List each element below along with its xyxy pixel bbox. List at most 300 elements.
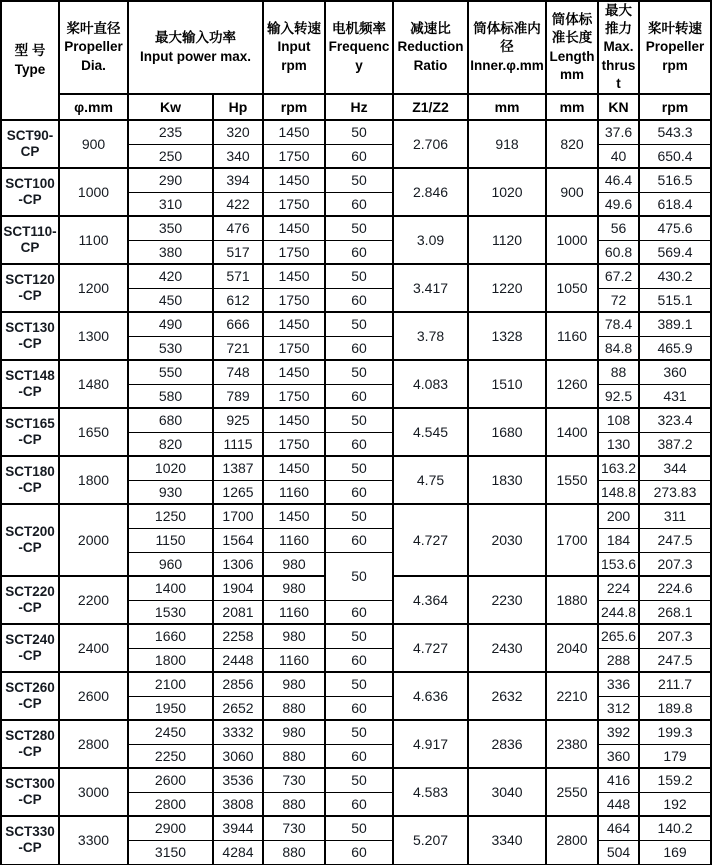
hp-cell: 721 [213, 336, 263, 360]
frequency-cell: 50 [325, 768, 393, 792]
hp-cell: 1700 [213, 504, 263, 528]
input-rpm-cell: 1450 [263, 408, 325, 432]
col-header-type-zh: 型 号 [14, 43, 46, 59]
hp-cell: 517 [213, 240, 263, 264]
inner-dia-cell: 1510 [468, 360, 546, 408]
kw-cell: 1660 [128, 624, 213, 648]
hp-cell: 3332 [213, 720, 263, 744]
table-row [1, 360, 711, 384]
propeller-rpm-cell: 192 [639, 792, 711, 816]
unit-dia: φ.mm [59, 94, 128, 120]
input-rpm-cell: 1160 [263, 528, 325, 552]
kw-cell: 530 [128, 336, 213, 360]
propeller-rpm-cell: 515.1 [639, 288, 711, 312]
col-header-max-thrust-zh: 最大推力 [605, 3, 633, 37]
frequency-cell: 60 [325, 192, 393, 216]
inner-dia-cell: 3040 [468, 768, 546, 816]
input-rpm-cell: 1450 [263, 504, 325, 528]
col-header-propeller-rpm-zh: 桨叶转速 [648, 21, 703, 37]
model-cell: SCT260-CP [1, 672, 59, 720]
hp-cell: 422 [213, 192, 263, 216]
input-rpm-cell: 1450 [263, 360, 325, 384]
propeller-rpm-cell: 247.5 [639, 648, 711, 672]
reduction-ratio-cell: 4.75 [393, 456, 468, 504]
length-cell: 1700 [546, 504, 598, 576]
length-cell: 1880 [546, 576, 598, 624]
thrust-cell: 46.4 [598, 168, 639, 192]
propeller-rpm-cell: 247.5 [639, 528, 711, 552]
input-rpm-cell: 880 [263, 696, 325, 720]
col-header-length [546, 1, 598, 94]
hp-cell: 3808 [213, 792, 263, 816]
hp-cell: 1115 [213, 432, 263, 456]
input-rpm-cell: 1750 [263, 288, 325, 312]
length-cell: 2210 [546, 672, 598, 720]
table-row [1, 408, 711, 432]
propeller-dia-cell: 2800 [59, 720, 128, 768]
thrust-cell: 148.8 [598, 480, 639, 504]
col-header-frequency [325, 1, 393, 94]
propeller-rpm-cell: 224.6 [639, 576, 711, 600]
length-cell: 2550 [546, 768, 598, 816]
col-header-input-power [128, 1, 263, 94]
input-rpm-cell: 980 [263, 624, 325, 648]
kw-cell: 820 [128, 432, 213, 456]
spec-table-body [1, 120, 711, 864]
input-rpm-cell: 1450 [263, 456, 325, 480]
kw-cell: 680 [128, 408, 213, 432]
propeller-dia-cell: 1480 [59, 360, 128, 408]
table-row [1, 456, 711, 480]
input-rpm-cell: 1750 [263, 384, 325, 408]
input-rpm-cell: 980 [263, 576, 325, 600]
thrust-cell: 37.6 [598, 120, 639, 144]
hp-cell: 2652 [213, 696, 263, 720]
hp-cell: 1564 [213, 528, 263, 552]
header-row-units [1, 94, 711, 120]
thrust-cell: 504 [598, 840, 639, 864]
hp-cell: 476 [213, 216, 263, 240]
propeller-dia-cell: 1800 [59, 456, 128, 504]
propeller-dia-cell: 2200 [59, 576, 128, 624]
frequency-cell: 50 [325, 216, 393, 240]
col-header-frequency-en: Frequency [328, 39, 390, 73]
unit-thrust: KN [598, 94, 639, 120]
hp-cell: 3944 [213, 816, 263, 840]
thrust-cell: 244.8 [598, 600, 639, 624]
hp-cell: 1904 [213, 576, 263, 600]
inner-dia-cell: 1328 [468, 312, 546, 360]
input-rpm-cell: 1450 [263, 168, 325, 192]
frequency-cell: 60 [325, 840, 393, 864]
propeller-rpm-cell: 323.4 [639, 408, 711, 432]
frequency-cell: 50 [325, 672, 393, 696]
propeller-rpm-cell: 475.6 [639, 216, 711, 240]
input-rpm-cell: 1750 [263, 336, 325, 360]
inner-dia-cell: 2230 [468, 576, 546, 624]
propeller-dia-cell: 2600 [59, 672, 128, 720]
col-header-input-rpm [263, 1, 325, 94]
frequency-cell: 50 [325, 720, 393, 744]
model-cell: SCT200-CP [1, 504, 59, 576]
kw-cell: 2250 [128, 744, 213, 768]
propeller-rpm-cell: 189.8 [639, 696, 711, 720]
kw-cell: 290 [128, 168, 213, 192]
propeller-rpm-cell: 618.4 [639, 192, 711, 216]
propeller-rpm-cell: 169 [639, 840, 711, 864]
propeller-rpm-cell: 179 [639, 744, 711, 768]
reduction-ratio-cell: 4.917 [393, 720, 468, 768]
inner-dia-cell: 2030 [468, 504, 546, 576]
kw-cell: 1800 [128, 648, 213, 672]
table-row [1, 672, 711, 696]
hp-cell: 666 [213, 312, 263, 336]
thrust-cell: 130 [598, 432, 639, 456]
table-row [1, 168, 711, 192]
frequency-cell: 50 [325, 120, 393, 144]
model-cell: SCT330-CP [1, 816, 59, 864]
hp-cell: 748 [213, 360, 263, 384]
input-rpm-cell: 1450 [263, 312, 325, 336]
table-row [1, 264, 711, 288]
kw-cell: 3150 [128, 840, 213, 864]
kw-cell: 310 [128, 192, 213, 216]
propeller-rpm-cell: 311 [639, 504, 711, 528]
propeller-rpm-cell: 569.4 [639, 240, 711, 264]
frequency-cell: 60 [325, 288, 393, 312]
table-row [1, 216, 711, 240]
kw-cell: 1150 [128, 528, 213, 552]
hp-cell: 4284 [213, 840, 263, 864]
col-header-input-rpm-en: Input rpm [277, 39, 311, 73]
col-header-reduction-ratio [393, 1, 468, 94]
thrust-cell: 60.8 [598, 240, 639, 264]
propeller-rpm-cell: 199.3 [639, 720, 711, 744]
input-rpm-cell: 880 [263, 744, 325, 768]
frequency-cell: 60 [325, 648, 393, 672]
model-cell: SCT120-CP [1, 264, 59, 312]
input-rpm-cell: 880 [263, 792, 325, 816]
kw-cell: 550 [128, 360, 213, 384]
kw-cell: 1400 [128, 576, 213, 600]
hp-cell: 925 [213, 408, 263, 432]
propeller-dia-cell: 1300 [59, 312, 128, 360]
reduction-ratio-cell: 3.09 [393, 216, 468, 264]
hp-cell: 2081 [213, 600, 263, 624]
model-cell: SCT280-CP [1, 720, 59, 768]
table-row [1, 504, 711, 528]
hp-cell: 340 [213, 144, 263, 168]
input-rpm-cell: 730 [263, 816, 325, 840]
propeller-dia-cell: 3300 [59, 816, 128, 864]
kw-cell: 2900 [128, 816, 213, 840]
kw-cell: 580 [128, 384, 213, 408]
frequency-cell: 60 [325, 432, 393, 456]
inner-dia-cell: 2632 [468, 672, 546, 720]
thrust-cell: 40 [598, 144, 639, 168]
unit-ratio: Z1/Z2 [393, 94, 468, 120]
propeller-rpm-cell: 389.1 [639, 312, 711, 336]
propeller-rpm-cell: 344 [639, 456, 711, 480]
unit-input-rpm: rpm [263, 94, 325, 120]
col-header-propeller-rpm-en: Propeller rpm [645, 39, 705, 73]
unit-length: mm [546, 94, 598, 120]
frequency-cell: 60 [325, 528, 393, 552]
model-cell: SCT165-CP [1, 408, 59, 456]
col-header-reduction-ratio-en: Reduction Ratio [397, 39, 464, 73]
thrust-cell: 224 [598, 576, 639, 600]
frequency-cell: 60 [325, 384, 393, 408]
inner-dia-cell: 1830 [468, 456, 546, 504]
frequency-cell: 60 [325, 144, 393, 168]
thrust-cell: 200 [598, 504, 639, 528]
reduction-ratio-cell: 2.706 [393, 120, 468, 168]
unit-propeller-rpm: rpm [639, 94, 711, 120]
thrust-cell: 108 [598, 408, 639, 432]
input-rpm-cell: 1160 [263, 648, 325, 672]
reduction-ratio-cell: 5.207 [393, 816, 468, 864]
thrust-cell: 336 [598, 672, 639, 696]
length-cell: 1550 [546, 456, 598, 504]
header-row-main [1, 1, 711, 94]
model-cell: SCT180-CP [1, 456, 59, 504]
kw-cell: 1530 [128, 600, 213, 624]
input-rpm-cell: 1160 [263, 480, 325, 504]
propeller-rpm-cell: 207.3 [639, 552, 711, 576]
inner-dia-cell: 1020 [468, 168, 546, 216]
length-cell: 1400 [546, 408, 598, 456]
reduction-ratio-cell: 4.583 [393, 768, 468, 816]
kw-cell: 450 [128, 288, 213, 312]
inner-dia-cell: 2836 [468, 720, 546, 768]
input-rpm-cell: 1750 [263, 144, 325, 168]
propeller-dia-cell: 1650 [59, 408, 128, 456]
reduction-ratio-cell: 3.78 [393, 312, 468, 360]
frequency-cell: 50 [325, 312, 393, 336]
inner-dia-cell: 1680 [468, 408, 546, 456]
propeller-rpm-cell: 159.2 [639, 768, 711, 792]
kw-cell: 380 [128, 240, 213, 264]
thrust-cell: 464 [598, 816, 639, 840]
model-cell: SCT240-CP [1, 624, 59, 672]
kw-cell: 235 [128, 120, 213, 144]
kw-cell: 2600 [128, 768, 213, 792]
table-row [1, 312, 711, 336]
propeller-dia-cell: 1000 [59, 168, 128, 216]
frequency-cell: 60 [325, 480, 393, 504]
reduction-ratio-cell: 4.364 [393, 576, 468, 624]
propeller-rpm-cell: 543.3 [639, 120, 711, 144]
hp-cell: 789 [213, 384, 263, 408]
table-row [1, 120, 711, 144]
input-rpm-cell: 980 [263, 672, 325, 696]
input-rpm-cell: 980 [263, 720, 325, 744]
hp-cell: 2258 [213, 624, 263, 648]
thrust-cell: 288 [598, 648, 639, 672]
kw-cell: 2800 [128, 792, 213, 816]
kw-cell: 1950 [128, 696, 213, 720]
frequency-cell: 50 [325, 816, 393, 840]
thrust-cell: 78.4 [598, 312, 639, 336]
unit-hp: Hp [213, 94, 263, 120]
kw-cell: 350 [128, 216, 213, 240]
frequency-cell: 50 [325, 504, 393, 528]
frequency-cell: 50 [325, 624, 393, 648]
frequency-cell: 50 [325, 456, 393, 480]
frequency-cell: 50 [325, 408, 393, 432]
thrust-cell: 360 [598, 744, 639, 768]
model-cell: SCT110-CP [1, 216, 59, 264]
thrust-cell: 392 [598, 720, 639, 744]
table-row [1, 768, 711, 792]
input-rpm-cell: 980 [263, 552, 325, 576]
propeller-rpm-cell: 207.3 [639, 624, 711, 648]
reduction-ratio-cell: 4.727 [393, 624, 468, 672]
propeller-rpm-cell: 516.5 [639, 168, 711, 192]
propeller-rpm-cell: 211.7 [639, 672, 711, 696]
col-header-max-thrust [598, 1, 639, 94]
frequency-cell: 50 [325, 264, 393, 288]
input-rpm-cell: 730 [263, 768, 325, 792]
col-header-length-en: Length mm [549, 48, 595, 82]
hp-cell: 1265 [213, 480, 263, 504]
hp-cell: 571 [213, 264, 263, 288]
table-header [1, 1, 711, 120]
reduction-ratio-cell: 4.727 [393, 504, 468, 576]
col-header-propeller-dia [59, 1, 128, 94]
unit-frequency: Hz [325, 94, 393, 120]
col-header-input-power-en: Input power max. [140, 48, 252, 64]
col-header-input-power-zh: 最大输入功率 [155, 30, 236, 46]
thrust-cell: 153.6 [598, 552, 639, 576]
thrust-cell: 72 [598, 288, 639, 312]
col-header-reduction-ratio-zh: 减速比 [410, 21, 451, 37]
unit-kw: Kw [128, 94, 213, 120]
kw-cell: 420 [128, 264, 213, 288]
model-cell: SCT90-CP [1, 120, 59, 168]
kw-cell: 2100 [128, 672, 213, 696]
propeller-dia-cell: 3000 [59, 768, 128, 816]
reduction-ratio-cell: 4.545 [393, 408, 468, 456]
col-header-inner-dia [468, 1, 546, 94]
propeller-rpm-cell: 650.4 [639, 144, 711, 168]
thrust-cell: 49.6 [598, 192, 639, 216]
thrust-cell: 184 [598, 528, 639, 552]
col-header-propeller-rpm [639, 1, 711, 94]
reduction-ratio-cell: 2.846 [393, 168, 468, 216]
input-rpm-cell: 1750 [263, 432, 325, 456]
frequency-cell: 60 [325, 744, 393, 768]
length-cell: 2380 [546, 720, 598, 768]
propeller-dia-cell: 2400 [59, 624, 128, 672]
col-header-propeller-dia-en: Propeller Dia. [64, 39, 123, 73]
length-cell: 2800 [546, 816, 598, 864]
propeller-rpm-cell: 140.2 [639, 816, 711, 840]
hp-cell: 3060 [213, 744, 263, 768]
input-rpm-cell: 1450 [263, 120, 325, 144]
input-rpm-cell: 1450 [263, 216, 325, 240]
frequency-cell: 60 [325, 792, 393, 816]
thrust-cell: 56 [598, 216, 639, 240]
frequency-cell: 60 [325, 336, 393, 360]
thrust-cell: 67.2 [598, 264, 639, 288]
frequency-cell: 50 [325, 360, 393, 384]
hp-cell: 2856 [213, 672, 263, 696]
input-rpm-cell: 1160 [263, 600, 325, 624]
length-cell: 1050 [546, 264, 598, 312]
propeller-rpm-cell: 360 [639, 360, 711, 384]
propeller-rpm-cell: 465.9 [639, 336, 711, 360]
length-cell: 900 [546, 168, 598, 216]
hp-cell: 320 [213, 120, 263, 144]
col-header-type [1, 1, 59, 120]
kw-cell: 930 [128, 480, 213, 504]
table-row [1, 816, 711, 840]
model-cell: SCT300-CP [1, 768, 59, 816]
hp-cell: 1306 [213, 552, 263, 576]
col-header-input-rpm-zh: 输入转速 [267, 21, 322, 37]
reduction-ratio-cell: 3.417 [393, 264, 468, 312]
thrust-cell: 88 [598, 360, 639, 384]
kw-cell: 2450 [128, 720, 213, 744]
input-rpm-cell: 1750 [263, 240, 325, 264]
model-cell: SCT148-CP [1, 360, 59, 408]
propeller-rpm-cell: 431 [639, 384, 711, 408]
col-header-length-zh: 筒体标准长度 [551, 12, 593, 46]
model-cell: SCT220-CP [1, 576, 59, 624]
length-cell: 1160 [546, 312, 598, 360]
reduction-ratio-cell: 4.636 [393, 672, 468, 720]
input-rpm-cell: 1450 [263, 264, 325, 288]
table-row [1, 720, 711, 744]
propeller-rpm-cell: 430.2 [639, 264, 711, 288]
kw-cell: 250 [128, 144, 213, 168]
frequency-cell: 60 [325, 240, 393, 264]
frequency-cell: 60 [325, 696, 393, 720]
kw-cell: 490 [128, 312, 213, 336]
col-header-inner-dia-zh: 筒体标准内径 [473, 21, 541, 55]
propeller-rpm-cell: 273.83 [639, 480, 711, 504]
inner-dia-cell: 1120 [468, 216, 546, 264]
table-row [1, 624, 711, 648]
model-cell: SCT130-CP [1, 312, 59, 360]
propeller-dia-cell: 1200 [59, 264, 128, 312]
inner-dia-cell: 2430 [468, 624, 546, 672]
kw-cell: 1250 [128, 504, 213, 528]
length-cell: 1000 [546, 216, 598, 264]
length-cell: 820 [546, 120, 598, 168]
inner-dia-cell: 1220 [468, 264, 546, 312]
thrust-cell: 92.5 [598, 384, 639, 408]
unit-inner-dia: mm [468, 94, 546, 120]
frequency-cell: 60 [325, 600, 393, 624]
length-cell: 1260 [546, 360, 598, 408]
thrust-cell: 265.6 [598, 624, 639, 648]
thrust-cell: 312 [598, 696, 639, 720]
hp-cell: 394 [213, 168, 263, 192]
thrust-cell: 416 [598, 768, 639, 792]
hp-cell: 612 [213, 288, 263, 312]
thrust-cell: 448 [598, 792, 639, 816]
kw-cell: 1020 [128, 456, 213, 480]
inner-dia-cell: 3340 [468, 816, 546, 864]
input-rpm-cell: 880 [263, 840, 325, 864]
col-header-max-thrust-en: Max. thrust [601, 39, 636, 91]
col-header-propeller-dia-zh: 桨叶直径 [66, 21, 121, 37]
kw-cell: 960 [128, 552, 213, 576]
model-cell: SCT100-CP [1, 168, 59, 216]
propeller-rpm-cell: 268.1 [639, 600, 711, 624]
